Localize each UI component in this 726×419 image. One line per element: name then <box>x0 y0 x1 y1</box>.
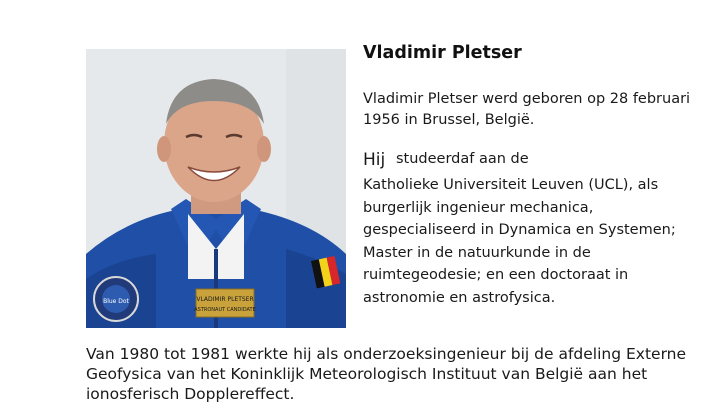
study-line: Katholieke Universiteit Leuven (UCL), als <box>363 177 659 193</box>
person-name: Vladimir Pletser <box>363 43 522 63</box>
career-paragraph <box>86 344 686 404</box>
study-line: Master in de natuurkunde in de <box>363 244 591 261</box>
badge-role-text: ASTRONAUT CANDIDATE <box>194 307 256 313</box>
career-line: ionosferisch Dopplereffect. <box>86 385 295 403</box>
study-line: astronomie en astrofysica. <box>363 289 556 306</box>
birth-paragraph: Vladimir Pletser werd geboren op 28 februari 1956 in Brussel, België. <box>363 91 691 128</box>
career-line: Van 1980 tot 1981 werkte hij als onderzoeksingenieur bij de afdeling Externe <box>86 345 687 363</box>
study-paragraph <box>363 174 693 309</box>
study-line: gespecialiseerd in Dynamica en Systemen; <box>363 222 676 238</box>
patch-text: Blue Dot <box>103 298 129 305</box>
badge-name-text: VLADIMIR PLETSER <box>196 296 254 303</box>
study-line: burgerlijk ingenieur mechanica, <box>363 199 594 216</box>
study-line: ruimtegeodesie; en een doctoraat in <box>363 267 629 283</box>
career-line: Geofysica van het Koninklijk Meteorologisch Instituut van België aan het <box>86 365 648 383</box>
study-first-line: studeerdaf aan de <box>396 151 529 167</box>
study-lead-word: Hij <box>363 150 386 170</box>
portrait-photo <box>86 49 346 328</box>
